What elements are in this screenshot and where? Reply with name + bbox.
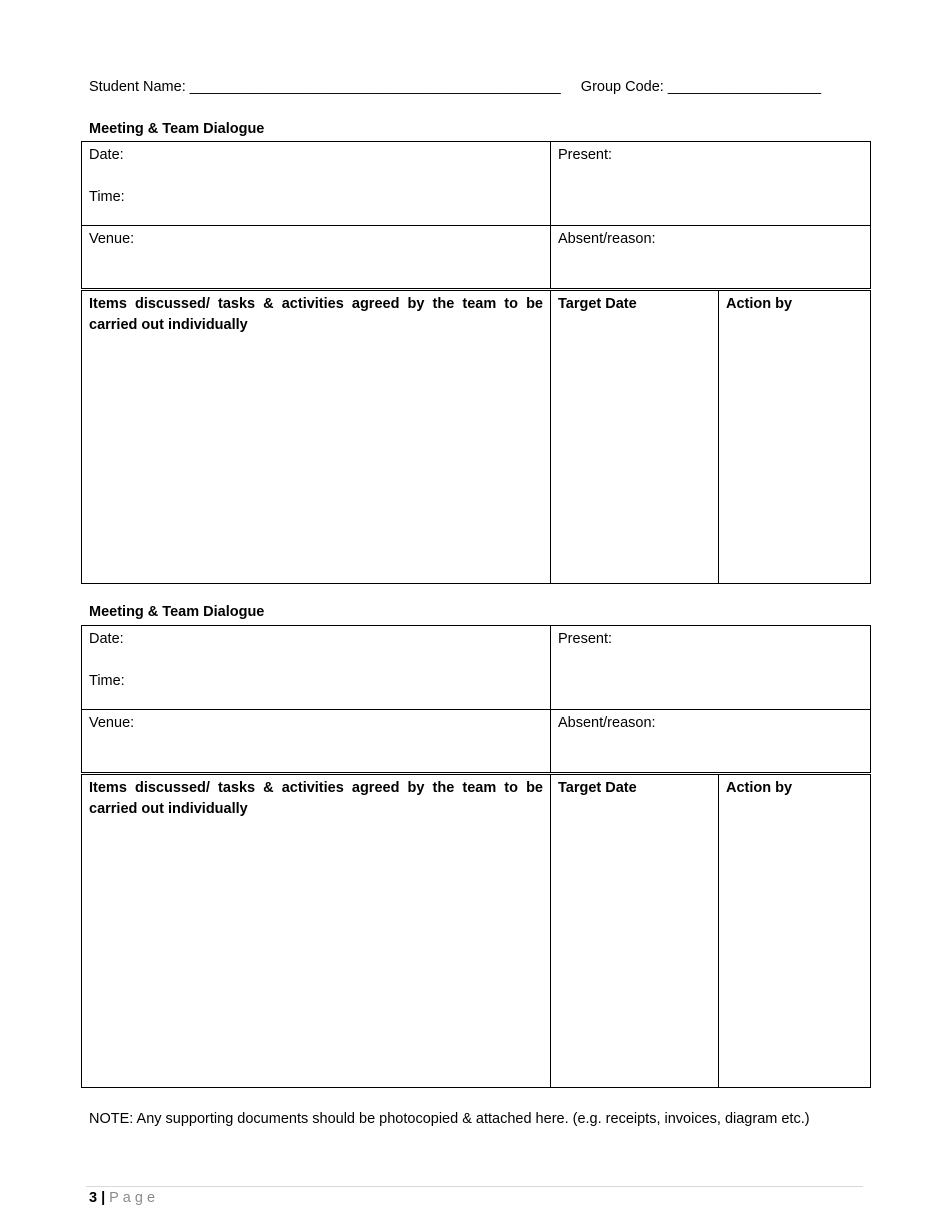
meeting-info-table-2 <box>81 625 871 773</box>
group-code-label: Group Code: <box>580 79 664 95</box>
action-by-cell[interactable] <box>719 775 871 1088</box>
date-time-cell[interactable] <box>82 142 551 226</box>
venue-cell[interactable] <box>82 710 551 773</box>
absent-cell[interactable] <box>551 710 871 773</box>
target-date-cell[interactable] <box>551 291 719 584</box>
note-text: NOTE: Any supporting documents should be photocopied & attached here. (e.g. receipts, invoices, diagram etc.) <box>89 1111 810 1127</box>
target-date-cell[interactable] <box>551 775 719 1088</box>
action-by-cell[interactable] <box>719 291 871 584</box>
venue-label: Venue: <box>89 231 135 247</box>
section-title-2: Meeting & Team Dialogue <box>89 604 265 620</box>
present-cell[interactable] <box>551 626 871 710</box>
absent-label: Absent/reason: <box>558 715 656 731</box>
present-cell[interactable] <box>551 142 871 226</box>
page-footer <box>89 1190 159 1206</box>
time-label: Time: <box>89 189 125 205</box>
date-time-cell[interactable] <box>82 626 551 710</box>
items-discussed-cell[interactable] <box>82 291 551 584</box>
meeting-info-table-1 <box>81 141 871 289</box>
time-label: Time: <box>89 673 125 689</box>
items-table-1 <box>81 290 871 584</box>
venue-label: Venue: <box>89 715 135 731</box>
student-name-label: Student Name: <box>89 79 186 95</box>
footer-divider <box>86 1186 863 1187</box>
absent-cell[interactable] <box>551 226 871 289</box>
target-date-header: Target Date <box>558 296 637 312</box>
action-by-header: Action by <box>726 296 793 312</box>
items-discussed-header: Items discussed/ tasks & activities agreed by the team to be carried out individually <box>89 780 543 817</box>
absent-label: Absent/reason: <box>558 231 656 247</box>
present-label: Present: <box>558 631 612 647</box>
present-label: Present: <box>558 147 612 163</box>
page-number: 3 <box>89 1190 98 1206</box>
items-discussed-cell[interactable] <box>82 775 551 1088</box>
action-by-header: Action by <box>726 780 793 796</box>
items-discussed-header: Items discussed/ tasks & activities agreed by the team to be carried out individually <box>89 296 543 333</box>
venue-cell[interactable] <box>82 226 551 289</box>
target-date-header: Target Date <box>558 780 637 796</box>
date-label: Date: <box>89 631 124 647</box>
page-word: Page <box>109 1190 160 1206</box>
header-fields <box>89 79 821 95</box>
footer-separator: | <box>101 1190 106 1206</box>
student-name-field[interactable]: ______________________________________________ <box>189 79 561 95</box>
section-title-1: Meeting & Team Dialogue <box>89 121 265 137</box>
items-table-2 <box>81 774 871 1088</box>
group-code-field[interactable]: ___________________ <box>667 79 822 95</box>
date-label: Date: <box>89 147 124 163</box>
